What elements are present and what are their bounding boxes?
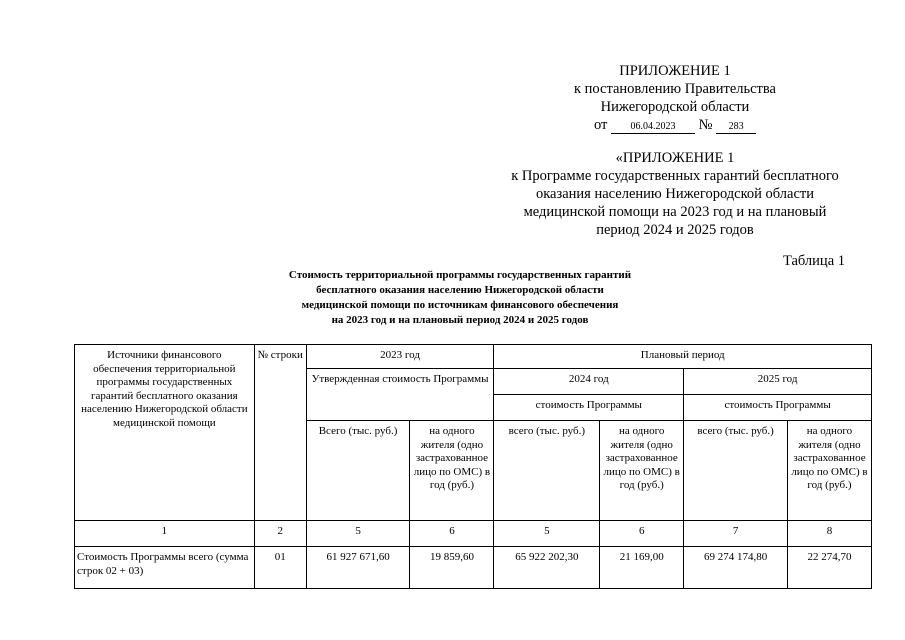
header-planned-period: Плановый период [494,345,872,369]
row-per-capita-2023: 19 859,60 [410,547,494,589]
header-row-number: № строки [254,345,306,521]
header-year-2025: 2025 год [684,369,872,395]
header-program-cost-2025: стоимость Программы [684,395,872,421]
number-label: № [698,117,713,133]
header-source: Источники финансового обеспечения территориальной программы государственных гарантий бесплатного оказания населению Нижегородской области медицинской помощи [75,345,255,521]
column-index: 6 [410,521,494,547]
appendix-title: ПРИЛОЖЕНИЕ 1 [619,63,731,79]
column-index: 5 [494,521,600,547]
column-index: 1 [75,521,255,547]
decree-number: 283 [716,121,756,134]
column-index: 8 [787,521,871,547]
header-approved-cost: Утвержденная стоимость Программы [306,369,494,421]
row-total-2025: 69 274 174,80 [684,547,788,589]
row-per-capita-2025: 22 274,70 [787,547,871,589]
table-title-line-3: медицинской помощи по источникам финансового обеспечения [301,299,619,311]
program-appendix-line-3: оказания населению Нижегородской области [535,186,815,202]
header-year-2024: 2024 год [494,369,684,395]
appendix-decree-line: к постановлению Правительства [574,81,776,97]
program-appendix-line-4: медицинской помощи на 2023 год и на плановый [523,204,827,220]
column-index: 6 [600,521,684,547]
header-per-capita-2024: на одного жителя (одно застрахованное лицо по ОМС) в год (руб.) [600,421,684,521]
header-year-2023: 2023 год [306,345,494,369]
column-index: 2 [254,521,306,547]
header-per-capita-2025: на одного жителя (одно застрахованное лицо по ОМС) в год (руб.) [787,421,871,521]
row-total-2023: 61 927 671,60 [306,547,410,589]
row-per-capita-2024: 21 169,00 [600,547,684,589]
table-title [210,268,710,328]
header-total-2025: всего (тыс. руб.) [684,421,788,521]
appendix-region-line: Нижегородской области [600,99,750,115]
program-appendix-line-5: период 2024 и 2025 годов [596,222,754,238]
appendix-1-header [505,62,845,134]
row-number: 01 [254,547,306,589]
table-row [75,547,872,589]
table-title-line-4: на 2023 год и на плановый период 2024 и 2025 годов [331,314,589,326]
table-title-line-2: бесплатного оказания населению Нижегородской области [316,284,604,296]
column-index: 5 [306,521,410,547]
header-total-2024: всего (тыс. руб.) [494,421,600,521]
from-label: от [593,117,608,133]
row-total-2024: 65 922 202,30 [494,547,600,589]
cost-table [74,344,872,589]
row-name: Стоимость Программы всего (сумма строк 02 + 03) [75,547,255,589]
header-program-cost-2024: стоимость Программы [494,395,684,421]
table-label: Таблица 1 [782,253,845,269]
table-title-line-1: Стоимость территориальной программы государственных гарантий [288,269,632,281]
column-index: 7 [684,521,788,547]
appendix-program-header [505,149,845,239]
header-total-2023: Всего (тыс. руб.) [306,421,410,521]
program-appendix-title: «ПРИЛОЖЕНИЕ 1 [615,150,735,166]
program-appendix-line-2: к Программе государственных гарантий бесплатного [511,168,839,184]
appendix-date-line [505,116,845,134]
column-index-row [75,521,872,547]
decree-date: 06.04.2023 [611,121,695,134]
header-per-capita-2023: на одного жителя (одно застрахованное лицо по ОМС) в год (руб.) [410,421,494,521]
